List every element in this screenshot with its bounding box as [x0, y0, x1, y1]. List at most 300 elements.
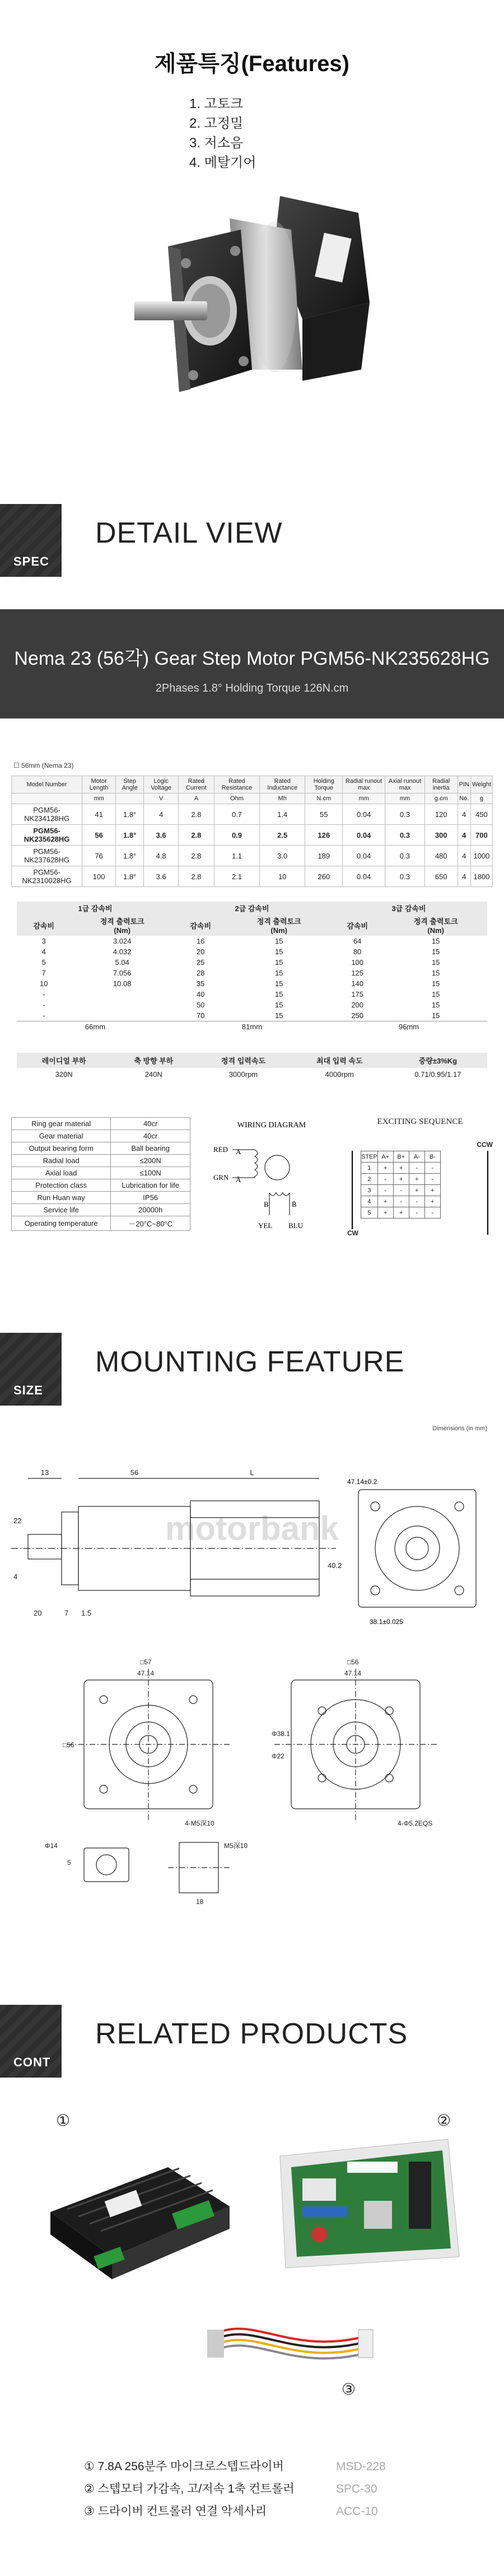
ratio-cell: 3.024: [113, 937, 132, 945]
ratio-cell: 15: [274, 990, 283, 998]
ratio-cell: 3: [41, 937, 46, 945]
table-row: [12, 846, 493, 866]
ratio-cell: 250: [351, 1011, 364, 1020]
spec-header: Rated Current: [178, 776, 214, 794]
ratio-cell: 7.056: [113, 969, 132, 977]
product-row[interactable]: [84, 2500, 420, 2523]
table-row: [12, 1130, 190, 1142]
sequence-cell: +: [424, 1185, 440, 1196]
dim-label: 4-Φ5.2EQS: [398, 1819, 433, 1827]
spec-section-header: [0, 504, 504, 588]
spec-cell: 55: [305, 804, 343, 825]
spec-unit: mm: [385, 794, 425, 804]
table-row: [17, 946, 487, 957]
property-cell: Radial load: [12, 1155, 111, 1167]
table-row: [12, 804, 493, 825]
spec-header: Motor Length: [82, 776, 116, 794]
spec-unit: g: [470, 794, 492, 804]
spec-unit: N.cm: [305, 794, 343, 804]
wire-a-bar: Ā: [236, 1175, 241, 1184]
model-subtitle: 2Phases 1.8° Holding Torque 126N.cm: [155, 682, 349, 694]
spec-cell: 100: [82, 866, 116, 887]
spec-cell: 0.3: [385, 866, 425, 887]
dim-label: 7: [64, 1609, 69, 1617]
table-row: [12, 1167, 190, 1179]
output-shaft: [134, 301, 207, 320]
spec-cell: 1.8°: [116, 846, 144, 866]
flange-face-left: [67, 1669, 230, 1820]
product-row[interactable]: [84, 2456, 420, 2478]
table-row: [17, 957, 487, 968]
spec-header: Axial runout max: [385, 776, 425, 794]
dim-label: 1.5: [81, 1609, 92, 1617]
spec-header: PIN: [458, 776, 470, 794]
wire-b-bar: B̄: [292, 1200, 297, 1208]
spec-unit: mm: [343, 794, 385, 804]
gear-length: 96mm: [398, 1023, 419, 1031]
spec-cell: 56: [82, 825, 116, 846]
table-row: [361, 1163, 441, 1174]
spec-cell: 1.4: [260, 804, 305, 825]
property-cell: IP56: [111, 1192, 190, 1204]
dim-label: 47.14: [344, 1669, 362, 1677]
ratio-sub-header: 감속비: [17, 914, 71, 936]
spec-cell: 2.8: [178, 846, 214, 866]
spec-unit: Mh: [260, 794, 305, 804]
dim-label: 40.2: [328, 1561, 342, 1570]
ratio-group-header: 3급 감속비: [330, 902, 487, 914]
ratio-cell: 20: [196, 948, 205, 956]
section-tag: SIZE: [0, 1333, 62, 1406]
ratio-cell: 15: [431, 969, 440, 977]
dim-label: 47.14±0.2: [347, 1478, 377, 1486]
feature-item: 1. 고토크: [189, 96, 244, 111]
misc-value: 3000rpm: [228, 1070, 258, 1079]
section-title: MOUNTING FEATURE: [95, 1346, 405, 1378]
ratio-cell: 4: [41, 948, 46, 956]
spec-header: Logic Voltage: [144, 776, 179, 794]
property-cell: Axial load: [12, 1167, 111, 1179]
size-section-header: [0, 1333, 504, 1417]
wire-yel: YEL: [258, 1221, 273, 1230]
spec-cell: PGM56-NK2310028HG: [12, 866, 82, 887]
sequence-cell: -: [377, 1174, 393, 1185]
dim-label: □56: [63, 1741, 74, 1749]
misc-value: 0.71/0.95/1.17: [414, 1070, 461, 1079]
spec-cell: 2.5: [260, 825, 305, 846]
spec-cell: 0.7: [214, 804, 260, 825]
spec-cell: 4: [458, 804, 470, 825]
table-row: [12, 825, 493, 846]
property-cell: Lubrication for life: [111, 1179, 190, 1192]
spec-cell: 450: [470, 804, 492, 825]
product-code: SPC-30: [336, 2482, 377, 2495]
spec-header: Rated Resistance: [214, 776, 260, 794]
sequence-cell: -: [409, 1196, 424, 1207]
table-row: [361, 1174, 441, 1185]
property-cell: 40cr: [111, 1130, 190, 1142]
ratio-cell: 50: [196, 1001, 205, 1009]
ratio-cell: 140: [351, 979, 364, 988]
wiring-title: WIRING DIAGRAM: [237, 1121, 306, 1130]
reduction-ratio-table: [17, 902, 487, 1032]
table-row: [12, 1204, 190, 1216]
spec-cell: 0.3: [385, 846, 425, 866]
sequence-header: STEP: [361, 1151, 378, 1163]
dim-label: 38.1±0.025: [370, 1618, 403, 1626]
features-list: [189, 94, 256, 172]
sequence-cell: -: [424, 1163, 440, 1174]
ratio-cell: 16: [196, 937, 205, 945]
sequence-cell: 1: [361, 1163, 378, 1174]
spec-unit: mm: [82, 794, 116, 804]
ratio-cell: 7: [41, 969, 46, 977]
sequence-cell: +: [424, 1196, 440, 1207]
spec-cell: 4: [458, 866, 470, 887]
spec-cell: 1800: [470, 866, 492, 887]
misc-header: 레이디얼 부하: [17, 1053, 111, 1068]
spec-cell: 1.8°: [116, 866, 144, 887]
ratio-cell: 15: [431, 979, 440, 988]
ratio-cell: -: [43, 990, 45, 998]
spec-unit: No.: [458, 794, 470, 804]
ratio-cell: 35: [196, 979, 205, 988]
spec-cell: 1.1: [214, 846, 260, 866]
ratio-sub-header: 감속비: [174, 914, 227, 936]
spec-header: Step Angle: [116, 776, 144, 794]
ratio-cell: [71, 1010, 174, 1021]
ratio-cell: 25: [196, 958, 205, 967]
ratio-sub-header: 정격 출력토크 (Nm): [227, 914, 330, 936]
ratio-cell: 5: [41, 958, 46, 967]
ratio-cell: 4.032: [113, 948, 132, 956]
misc-header: 축 방향 부하: [111, 1053, 196, 1068]
dim-label: L: [250, 1468, 254, 1477]
wire-blu: BLU: [288, 1221, 303, 1230]
section-tag: CONT: [0, 2005, 62, 2078]
ratio-cell: 64: [353, 937, 362, 945]
gear-length: 81mm: [241, 1023, 263, 1031]
wire-red: RED: [213, 1145, 228, 1154]
model-title: Nema 23 (56각) Gear Step Motor PGM56-NK235628HG: [14, 648, 490, 669]
section-title: RELATED PRODUCTS: [95, 2018, 408, 2050]
watermark: motorbank: [165, 1510, 339, 1547]
property-cell: 20000h: [111, 1204, 190, 1216]
spec-cell: 0.3: [385, 804, 425, 825]
ratio-cell: 80: [353, 948, 362, 956]
controller-product-image[interactable]: [269, 2128, 470, 2274]
spec-cell: 3.0: [260, 846, 305, 866]
dim-label: 47.14: [137, 1669, 155, 1677]
misc-header: 정격 입력속도: [196, 1053, 290, 1068]
dim-label: 22: [13, 1516, 22, 1525]
sequence-header: B-: [424, 1151, 440, 1163]
wiring-diagram: [210, 1117, 333, 1252]
flange-face-right: [274, 1669, 437, 1820]
dim-label: M5深10: [224, 1842, 248, 1850]
product-name: ③ 드라이버 컨트롤러 연결 악세사리: [84, 2505, 267, 2518]
exciting-title: EXCITING SEQUENCE: [377, 1117, 463, 1126]
table-row: [17, 968, 487, 978]
spec-cell: 300: [424, 825, 458, 846]
ratio-cell: 175: [351, 990, 364, 998]
spec-cell: 4: [458, 846, 470, 866]
related-products-list: [84, 2456, 420, 2523]
property-cell: Gear material: [12, 1130, 111, 1142]
ratio-cell: 10.08: [113, 979, 132, 988]
table-row: [17, 1000, 487, 1010]
ratio-cell: 15: [431, 958, 440, 967]
spec-cell: PGM56-NK234128HG: [12, 804, 82, 825]
driver-product-image[interactable]: [45, 2145, 235, 2290]
ratio-cell: 15: [431, 937, 440, 945]
ratio-cell: 15: [431, 1011, 440, 1020]
cont-section-header: [0, 2005, 504, 2089]
sequence-cell: +: [377, 1163, 393, 1174]
sequence-header: B+: [393, 1151, 409, 1163]
gear-length: 66mm: [85, 1023, 106, 1031]
load-speed-table: [17, 1053, 487, 1081]
dimensions-note: Dimensions (in mm): [432, 1425, 487, 1432]
spec-cell: 0.04: [343, 804, 385, 825]
property-cell: ≤200N: [111, 1155, 190, 1167]
spec-cell: 0.04: [343, 866, 385, 887]
ratio-cell: 15: [431, 948, 440, 956]
spec-cell: 1.8°: [116, 804, 144, 825]
table-row: [12, 1142, 190, 1155]
spec-cell: 41: [82, 804, 116, 825]
ratio-cell: 100: [351, 958, 364, 967]
table-row: [361, 1196, 441, 1207]
table-row: [12, 1179, 190, 1192]
sequence-cell: -: [424, 1174, 440, 1185]
spec-units-row: [12, 794, 493, 804]
spec-header: Model Number: [12, 776, 82, 794]
spec-header: Holding Torque: [305, 776, 343, 794]
product-marker: ②: [437, 2112, 451, 2129]
ratio-cell: 200: [351, 1001, 364, 1009]
sequence-cell: -: [393, 1196, 409, 1207]
sequence-cell: +: [393, 1174, 409, 1185]
spec-table: [11, 776, 493, 887]
spec-cell: 260: [305, 866, 343, 887]
accessory-product-image[interactable]: [207, 2302, 375, 2380]
spec-cell: PGM56-NK235628HG: [12, 825, 82, 846]
cw-label: CW: [347, 1229, 358, 1237]
dim-label: 18: [196, 1898, 204, 1906]
dim-label: 4: [13, 1572, 18, 1581]
dim-label: 56: [130, 1468, 139, 1477]
spec-cell: 2.8: [178, 804, 214, 825]
sequence-header: A+: [377, 1151, 393, 1163]
spec-cell: 76: [82, 846, 116, 866]
table-row: [12, 1216, 190, 1231]
dim-label: □56: [347, 1658, 359, 1666]
dim-label: Φ38.1: [272, 1730, 290, 1738]
spec-cell: 0.04: [343, 825, 385, 846]
property-cell: ≤100N: [111, 1167, 190, 1179]
spec-header: Rated Inductance: [260, 776, 305, 794]
product-name: ① 7.8A 256분주 마이크로스텝드라이버: [84, 2460, 284, 2473]
sequence-cell: 5: [361, 1207, 378, 1219]
table-row: [17, 936, 487, 946]
sequence-table: [361, 1151, 441, 1219]
property-cell: Protection class: [12, 1179, 111, 1192]
misc-value: 4000rpm: [325, 1070, 354, 1079]
ratio-cell: 10: [39, 979, 48, 988]
ccw-label: CCW: [477, 1141, 493, 1149]
misc-header: 최대 입력 속도: [291, 1053, 389, 1068]
spec-header: Radial inertia: [424, 776, 458, 794]
wire-grn: GRN: [213, 1173, 229, 1182]
spec-cell: 2.1: [214, 866, 260, 887]
spec-header: Radial runout max: [343, 776, 385, 794]
spec-unit: [12, 794, 82, 804]
spec-cell: 2.8: [178, 825, 214, 846]
spec-cell: 4.8: [144, 846, 179, 866]
ratio-cell: 15: [431, 1001, 440, 1009]
spec-cell: 10: [260, 866, 305, 887]
feature-item: 3. 저소음: [189, 136, 244, 151]
spec-unit: [116, 794, 144, 804]
sequence-cell: +: [377, 1207, 393, 1219]
spec-cell: 126: [305, 825, 343, 846]
ratio-cell: 5.04: [115, 958, 129, 967]
ratio-sub-header: 정격 출력토크 (Nm): [384, 914, 487, 936]
ratio-group-header: 1급 감속비: [17, 902, 174, 914]
property-cell: Output bearing form: [12, 1142, 111, 1155]
ratio-cell: 15: [274, 1011, 283, 1020]
spec-cell: 1000: [470, 846, 492, 866]
sequence-cell: +: [377, 1196, 393, 1207]
dim-label: Φ14: [45, 1842, 58, 1850]
sequence-cell: -: [424, 1207, 440, 1219]
misc-value: 320N: [55, 1070, 73, 1079]
ratio-cell: 15: [431, 990, 440, 998]
wire-a: A: [236, 1147, 241, 1156]
product-name: ② 스텝모터 가감속, 고/저속 1축 컨트롤러: [84, 2482, 295, 2495]
spec-cell: 650: [424, 866, 458, 887]
table-row: [361, 1185, 441, 1196]
exciting-sequence: [347, 1117, 493, 1252]
features-title: 제품특징(Features): [155, 52, 349, 76]
gear-property-table: [11, 1117, 190, 1231]
dim-label: 4-M5深10: [185, 1819, 214, 1827]
dim-label: 20: [34, 1609, 42, 1617]
property-cell: Operating temperature: [12, 1216, 111, 1231]
sequence-cell: 4: [361, 1196, 378, 1207]
dim-label: 5: [67, 1859, 71, 1866]
ratio-cell: [71, 989, 174, 1000]
section-title: DETAIL VIEW: [95, 517, 283, 549]
ratio-sub-header: 정격 출력토크 (Nm): [71, 914, 174, 936]
section-tag: SPEC: [0, 504, 62, 577]
spec-cell: 189: [305, 846, 343, 866]
sequence-cell: 2: [361, 1174, 378, 1185]
property-cell: 40cr: [111, 1118, 190, 1130]
table-row: [361, 1207, 441, 1219]
product-marker: ①: [56, 2112, 71, 2129]
ratio-cell: -: [43, 1001, 45, 1009]
property-cell: Ball bearing: [111, 1142, 190, 1155]
property-cell: Service life: [12, 1204, 111, 1216]
property-cell: －20°C~80°C: [111, 1216, 190, 1231]
spec-cell: 120: [424, 804, 458, 825]
spec-cell: PGM56-NK237628HG: [12, 846, 82, 866]
spec-cell: 3.6: [144, 825, 179, 846]
gear-motor-image: [134, 185, 381, 426]
spec-cell: 700: [470, 825, 492, 846]
sequence-header: A-: [409, 1151, 424, 1163]
spec-header: Weight: [470, 776, 492, 794]
sequence-cell: +: [409, 1174, 424, 1185]
product-row[interactable]: [84, 2478, 420, 2500]
misc-header: 중량±3%Kg: [389, 1053, 487, 1068]
property-cell: Run Huan way: [12, 1192, 111, 1204]
ratio-sub-header: 감속비: [330, 914, 384, 936]
ratio-cell: 15: [274, 1001, 283, 1009]
ratio-group-header: 2급 감속비: [174, 902, 330, 914]
spec-cell: 480: [424, 846, 458, 866]
ratio-cell: [71, 1000, 174, 1010]
spec-cell: 2.8: [178, 866, 214, 887]
ratio-cell: 15: [274, 979, 283, 988]
dim-label: Φ22: [272, 1752, 284, 1760]
sequence-cell: -: [409, 1207, 424, 1219]
table-row: [12, 1118, 190, 1130]
spec-unit: A: [178, 794, 214, 804]
ratio-cell: 15: [274, 937, 283, 945]
spec-cell: 3.6: [144, 866, 179, 887]
ratio-cell: -: [43, 1011, 45, 1020]
product-code: ACC-10: [336, 2505, 378, 2518]
ratio-cell: 125: [351, 969, 364, 977]
ratio-cell: 15: [274, 958, 283, 967]
spec-cell: 0.3: [385, 825, 425, 846]
sequence-cell: -: [377, 1185, 393, 1196]
table-row: [12, 1155, 190, 1167]
sequence-cell: +: [393, 1163, 409, 1174]
mounting-drawing: [11, 1456, 493, 1915]
ratio-cell: 28: [196, 969, 205, 977]
sequence-cell: +: [409, 1185, 424, 1196]
table-row: [12, 866, 493, 887]
product-marker: ③: [342, 2381, 356, 2398]
ratio-cell: 15: [274, 948, 283, 956]
dim-label: 13: [40, 1468, 49, 1477]
table-row: [12, 1192, 190, 1204]
ratio-cell: 40: [196, 990, 205, 998]
sequence-cell: 3: [361, 1185, 378, 1196]
dim-label: □57: [140, 1658, 152, 1666]
size-note: ☐ 56mm (Nema 23): [13, 762, 74, 769]
table-row: [17, 989, 487, 1000]
sequence-cell: +: [393, 1207, 409, 1219]
ratio-cell: 70: [196, 1011, 205, 1020]
spec-cell: 0.04: [343, 846, 385, 866]
sequence-cell: -: [409, 1163, 424, 1174]
feature-item: 4. 메탈기어: [189, 155, 256, 170]
spec-cell: 4: [144, 804, 179, 825]
feature-item: 2. 고정밀: [189, 116, 244, 131]
spec-cell: 1.8°: [116, 825, 144, 846]
table-row: [17, 1010, 487, 1021]
spec-unit: V: [144, 794, 179, 804]
ratio-cell: 15: [274, 969, 283, 977]
sequence-cell: -: [393, 1185, 409, 1196]
spec-cell: 4: [458, 825, 470, 846]
table-row: [17, 978, 487, 989]
